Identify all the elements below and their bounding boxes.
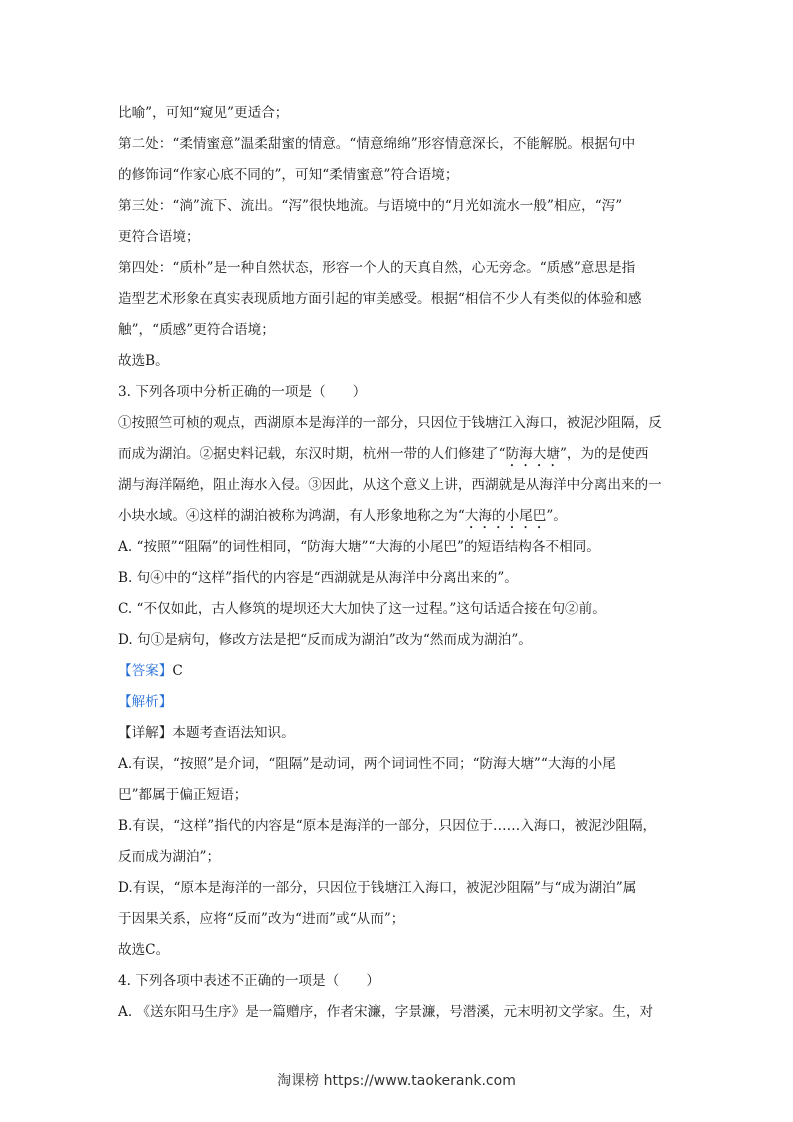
text-line: 造型艺术形象在真实表现质地方面引起的审美感受。根据“相信不少人有类似的体验和感 bbox=[118, 291, 642, 307]
text-line: B.有误，“这样”指代的内容是“原本是海洋的一部分，只因位于……入海口，被泥沙阻隔， bbox=[118, 818, 657, 834]
option-b: B. 句④中的“这样”指代的内容是“西湖就是从海洋中分离出来的”。 bbox=[118, 570, 518, 586]
text-line: D.有误，“原本是海洋的一部分，只因位于钱塘江入海口，被泥沙阻隔”与“成为湖泊”属 bbox=[118, 880, 637, 896]
text-line: 第四处：“质朴”是一种自然状态，形容一个人的天真自然，心无旁念。“质感”意思是指 bbox=[118, 260, 636, 276]
text-line: 更符合语境； bbox=[118, 229, 200, 245]
text-line: 【详解】本题考查语法知识。 bbox=[118, 725, 295, 741]
answer-value: C bbox=[172, 663, 183, 679]
emphasized-phrase: 大海的小尾巴 bbox=[464, 508, 547, 524]
text-line: 第三处：“淌”流下、流出。“泻”很快地流。与语境中的“月光如流水一般”相应，“泻” bbox=[118, 198, 623, 214]
footer-watermark: 淘课榜 https://www.taokerank.com bbox=[277, 1073, 516, 1089]
option-a: A. 《送东阳马生序》是一篇赠序，作者宋濂，字景濂，号潜溪，元末明初文学家。生，对 bbox=[118, 1004, 654, 1020]
option-d: D. 句①是病句，修改方法是把“反而成为湖泊”改为“然而成为湖泊”。 bbox=[118, 632, 532, 648]
passage-segment: 小块水域。④这样的湖泊被称为鸿湖，有人形象地称之为“ bbox=[118, 508, 465, 524]
passage-segment: ”。 bbox=[546, 508, 567, 524]
text-line: 比喻”，可知“窥见”更适合； bbox=[118, 105, 289, 121]
text-line: 触”，“质感”更符合语境； bbox=[118, 322, 275, 338]
text-line: 故选C。 bbox=[118, 942, 170, 958]
text-line: A.有误，“按照”是介词，“阻隔”是动词，两个词词性不同；“防海大塘”“大海的小尾 bbox=[118, 756, 616, 772]
emphasized-phrase: 防海大塘 bbox=[505, 446, 560, 462]
text-line: 反而成为湖泊”； bbox=[118, 849, 221, 865]
option-c: C. “不仅如此，古人修筑的堤坝还大大加快了这一过程。”这句话适合接在句②前。 bbox=[118, 601, 606, 617]
answer-line bbox=[118, 656, 678, 687]
document-body bbox=[118, 98, 678, 1028]
passage-segment: 而成为湖泊。②据史料记载，东汉时期，杭州一带的人们修建了“ bbox=[118, 446, 506, 462]
question-3-stem: 3. 下列各项中分析正确的一项是（ ） bbox=[118, 384, 367, 400]
option-a: A. “按照”“阻隔”的词性相同，“防海大塘”“大海的小尾巴”的短语结构各不相同。 bbox=[118, 539, 600, 555]
passage-line bbox=[118, 501, 678, 532]
passage-line: ①按照竺可桢的观点，西湖原本是海洋的一部分，只因位于钱塘江入海口，被泥沙阻隔，反 bbox=[118, 415, 662, 431]
answer-label: 【答案】 bbox=[118, 663, 173, 679]
analysis-label-line bbox=[118, 687, 678, 718]
question-4-stem: 4. 下列各项中表述不正确的一项是（ ） bbox=[118, 973, 380, 989]
passage-segment: ”，为的是使西 bbox=[559, 446, 649, 462]
analysis-label: 【解析】 bbox=[118, 694, 173, 710]
text-line: 于因果关系，应将“反而”改为“进而”或“从而”； bbox=[118, 911, 405, 927]
passage-line: 湖与海洋隔绝，阻止海水入侵。③因此，从这个意义上讲，西湖就是从海洋中分离出来的一 bbox=[118, 477, 662, 493]
text-line: 巴”都属于偏正短语； bbox=[118, 787, 248, 803]
text-line: 的修饰词“作家心底不同的”，可知“柔情蜜意”符合语境； bbox=[118, 167, 459, 183]
text-line: 故选B。 bbox=[118, 353, 169, 369]
text-line: 第二处：“柔情蜜意”温柔甜蜜的情意。“情意绵绵”形容情意深长，不能解脱。根据句中 bbox=[118, 136, 636, 152]
passage-line bbox=[118, 439, 678, 470]
